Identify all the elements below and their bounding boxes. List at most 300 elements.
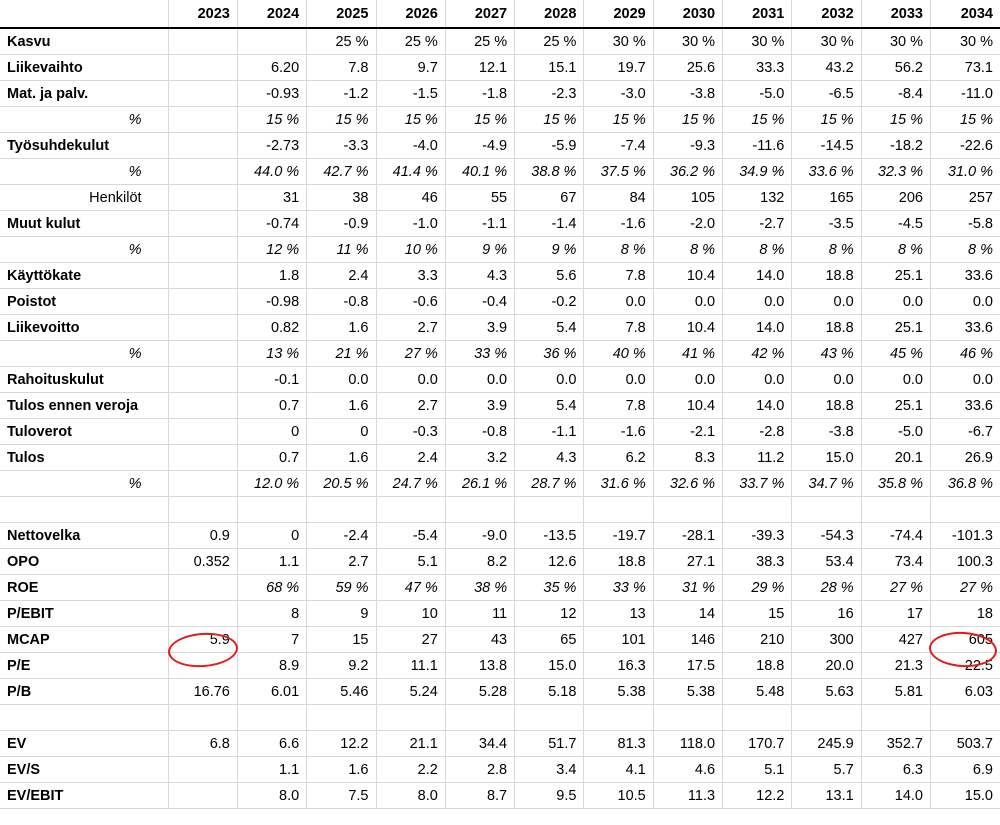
cell-2026 <box>376 705 445 731</box>
header-year-2029: 2029 <box>584 0 653 28</box>
row-label: Poistot <box>0 289 168 315</box>
row-label: Tulos ennen veroja <box>0 393 168 419</box>
cell-2034: 22.5 <box>931 653 1000 679</box>
cell-2025: 0.0 <box>307 367 376 393</box>
cell-2023 <box>168 185 237 211</box>
cell-2026: 21.1 <box>376 731 445 757</box>
cell-2031: 5.48 <box>723 679 792 705</box>
cell-2033 <box>861 497 930 523</box>
cell-2024: 6.01 <box>237 679 306 705</box>
row-label: Nettovelka <box>0 523 168 549</box>
cell-2024: 68 % <box>237 575 306 601</box>
cell-2032: 34.7 % <box>792 471 861 497</box>
cell-2023: 16.76 <box>168 679 237 705</box>
cell-2024: 0.7 <box>237 393 306 419</box>
cell-2033: -8.4 <box>861 81 930 107</box>
cell-2025: 11 % <box>307 237 376 263</box>
table-row-tulos-ennen-veroja <box>0 393 1000 419</box>
cell-2023 <box>168 419 237 445</box>
cell-2026 <box>376 497 445 523</box>
cell-2025: 9.2 <box>307 653 376 679</box>
cell-2034: 257 <box>931 185 1000 211</box>
cell-2033: 32.3 % <box>861 159 930 185</box>
cell-2027: -1.1 <box>445 211 514 237</box>
cell-2026: 15 % <box>376 107 445 133</box>
cell-2025: 2.4 <box>307 263 376 289</box>
table-row-poistot <box>0 289 1000 315</box>
cell-2029: -7.4 <box>584 133 653 159</box>
cell-2025: 1.6 <box>307 445 376 471</box>
cell-2026: 24.7 % <box>376 471 445 497</box>
cell-2030: 15 % <box>653 107 722 133</box>
cell-2025: 15 % <box>307 107 376 133</box>
cell-2033: -4.5 <box>861 211 930 237</box>
cell-2026: 9.7 <box>376 55 445 81</box>
cell-2028: 15.0 <box>515 653 584 679</box>
cell-2032: 53.4 <box>792 549 861 575</box>
cell-2033: 20.1 <box>861 445 930 471</box>
cell-2034: 15.0 <box>931 783 1000 809</box>
cell-2027: 55 <box>445 185 514 211</box>
cell-2029: 7.8 <box>584 393 653 419</box>
cell-2030: -2.0 <box>653 211 722 237</box>
cell-2023 <box>168 341 237 367</box>
table-row-muut-kulut <box>0 211 1000 237</box>
cell-2033: 0.0 <box>861 367 930 393</box>
cell-2024: 7 <box>237 627 306 653</box>
cell-2029: -19.7 <box>584 523 653 549</box>
cell-2023 <box>168 81 237 107</box>
cell-2028: 15 % <box>515 107 584 133</box>
cell-2028: 65 <box>515 627 584 653</box>
cell-2025: 1.6 <box>307 315 376 341</box>
cell-2025: 2.7 <box>307 549 376 575</box>
table-row- <box>0 159 1000 185</box>
cell-2028: 38.8 % <box>515 159 584 185</box>
cell-2029: 18.8 <box>584 549 653 575</box>
table-row-p-ebit <box>0 601 1000 627</box>
row-label: EV/EBIT <box>0 783 168 809</box>
cell-2030: 0.0 <box>653 367 722 393</box>
cell-2031 <box>723 497 792 523</box>
cell-2033: 25.1 <box>861 393 930 419</box>
cell-2029: 40 % <box>584 341 653 367</box>
cell-2034: 33.6 <box>931 315 1000 341</box>
cell-2031: 15 % <box>723 107 792 133</box>
cell-2030: 4.6 <box>653 757 722 783</box>
cell-2032: 5.63 <box>792 679 861 705</box>
table-row- <box>0 341 1000 367</box>
cell-2027: 3.2 <box>445 445 514 471</box>
cell-2032: 30 % <box>792 28 861 55</box>
cell-2025: -0.9 <box>307 211 376 237</box>
cell-2030: -28.1 <box>653 523 722 549</box>
row-label: % <box>0 159 168 185</box>
cell-2030: 31 % <box>653 575 722 601</box>
cell-2030 <box>653 705 722 731</box>
cell-2033: 45 % <box>861 341 930 367</box>
cell-2025: -1.2 <box>307 81 376 107</box>
cell-2031: 30 % <box>723 28 792 55</box>
row-label: % <box>0 107 168 133</box>
cell-2023 <box>168 367 237 393</box>
cell-2025 <box>307 497 376 523</box>
cell-2031: 42 % <box>723 341 792 367</box>
cell-2032: 43.2 <box>792 55 861 81</box>
cell-2024: 13 % <box>237 341 306 367</box>
cell-2028: 25 % <box>515 28 584 55</box>
cell-2028: -1.1 <box>515 419 584 445</box>
cell-2027: 38 % <box>445 575 514 601</box>
cell-2033: 35.8 % <box>861 471 930 497</box>
cell-2034: 6.9 <box>931 757 1000 783</box>
cell-2028: 67 <box>515 185 584 211</box>
cell-2029: 101 <box>584 627 653 653</box>
cell-2030: 8 % <box>653 237 722 263</box>
cell-2031: 33.7 % <box>723 471 792 497</box>
cell-2026: 5.24 <box>376 679 445 705</box>
table-row-liikevoitto <box>0 315 1000 341</box>
cell-2034: -5.8 <box>931 211 1000 237</box>
table-row-mat-ja-palv <box>0 81 1000 107</box>
header-year-2031: 2031 <box>723 0 792 28</box>
row-label: P/B <box>0 679 168 705</box>
row-label: Mat. ja palv. <box>0 81 168 107</box>
cell-2032: 20.0 <box>792 653 861 679</box>
cell-2024 <box>237 497 306 523</box>
cell-2033: 30 % <box>861 28 930 55</box>
cell-2023 <box>168 653 237 679</box>
cell-2028: 51.7 <box>515 731 584 757</box>
cell-2024: -0.98 <box>237 289 306 315</box>
cell-2025: 7.5 <box>307 783 376 809</box>
cell-2023 <box>168 133 237 159</box>
cell-2024: 31 <box>237 185 306 211</box>
cell-2029: 16.3 <box>584 653 653 679</box>
cell-2028: -13.5 <box>515 523 584 549</box>
cell-2034: 27 % <box>931 575 1000 601</box>
cell-2033: 5.81 <box>861 679 930 705</box>
cell-2033: 14.0 <box>861 783 930 809</box>
cell-2032: 15.0 <box>792 445 861 471</box>
cell-2024: 1.8 <box>237 263 306 289</box>
row-label: Liikevoitto <box>0 315 168 341</box>
row-label: P/EBIT <box>0 601 168 627</box>
header-year-2024: 2024 <box>237 0 306 28</box>
cell-2027: -0.8 <box>445 419 514 445</box>
cell-2031: 8 % <box>723 237 792 263</box>
cell-2030: 41 % <box>653 341 722 367</box>
table-row-ty-suhdekulut <box>0 133 1000 159</box>
cell-2031: 12.2 <box>723 783 792 809</box>
cell-2026: 25 % <box>376 28 445 55</box>
cell-2023 <box>168 497 237 523</box>
cell-2027: 12.1 <box>445 55 514 81</box>
cell-2029: 7.8 <box>584 315 653 341</box>
cell-2034: 0.0 <box>931 289 1000 315</box>
cell-2032 <box>792 497 861 523</box>
cell-2032: 5.7 <box>792 757 861 783</box>
cell-2032: 0.0 <box>792 289 861 315</box>
cell-2026: 47 % <box>376 575 445 601</box>
cell-2028 <box>515 497 584 523</box>
table-row-tuloverot <box>0 419 1000 445</box>
cell-2030: 36.2 % <box>653 159 722 185</box>
cell-2028: 12 <box>515 601 584 627</box>
table-row-ev-ebit <box>0 783 1000 809</box>
cell-2027: 2.8 <box>445 757 514 783</box>
cell-2025: 15 <box>307 627 376 653</box>
header-year-2023: 2023 <box>168 0 237 28</box>
cell-2032: 13.1 <box>792 783 861 809</box>
row-label: EV <box>0 731 168 757</box>
cell-2023 <box>168 575 237 601</box>
cell-2028: 35 % <box>515 575 584 601</box>
row-label: Tuloverot <box>0 419 168 445</box>
row-label: % <box>0 341 168 367</box>
cell-2027: 33 % <box>445 341 514 367</box>
cell-2028: 3.4 <box>515 757 584 783</box>
cell-2031: 15 <box>723 601 792 627</box>
cell-2033: -74.4 <box>861 523 930 549</box>
cell-2030: -2.1 <box>653 419 722 445</box>
cell-2028: 5.4 <box>515 315 584 341</box>
cell-2027: 25 % <box>445 28 514 55</box>
header-year-2027: 2027 <box>445 0 514 28</box>
cell-2026: -1.5 <box>376 81 445 107</box>
cell-2029: 84 <box>584 185 653 211</box>
cell-2034: 33.6 <box>931 263 1000 289</box>
table-row-mcap <box>0 627 1000 653</box>
header-year-2026: 2026 <box>376 0 445 28</box>
cell-2023 <box>168 159 237 185</box>
cell-2024: 0 <box>237 419 306 445</box>
cell-2034: 33.6 <box>931 393 1000 419</box>
cell-2025: 9 <box>307 601 376 627</box>
cell-2032: 300 <box>792 627 861 653</box>
table-row-liikevaihto <box>0 55 1000 81</box>
table-row-ev-s <box>0 757 1000 783</box>
cell-2030: 10.4 <box>653 393 722 419</box>
cell-2029: 4.1 <box>584 757 653 783</box>
cell-2024: 8.0 <box>237 783 306 809</box>
cell-2026: -4.0 <box>376 133 445 159</box>
header-year-2025: 2025 <box>307 0 376 28</box>
row-label: Henkilöt <box>0 185 168 211</box>
cell-2034 <box>931 705 1000 731</box>
cell-2026: -0.3 <box>376 419 445 445</box>
cell-2030: -3.8 <box>653 81 722 107</box>
cell-2030: 14 <box>653 601 722 627</box>
cell-2023: 0.352 <box>168 549 237 575</box>
row-label: MCAP <box>0 627 168 653</box>
table-row-blank <box>0 705 1000 731</box>
cell-2025: 1.6 <box>307 393 376 419</box>
cell-2026: 2.7 <box>376 315 445 341</box>
cell-2026: 3.3 <box>376 263 445 289</box>
cell-2034: 46 % <box>931 341 1000 367</box>
row-label: EV/S <box>0 757 168 783</box>
cell-2031: -2.7 <box>723 211 792 237</box>
cell-2031: 14.0 <box>723 315 792 341</box>
row-label: Muut kulut <box>0 211 168 237</box>
cell-2032: 165 <box>792 185 861 211</box>
cell-2025: 5.46 <box>307 679 376 705</box>
cell-2028: -5.9 <box>515 133 584 159</box>
cell-2030: 146 <box>653 627 722 653</box>
cell-2027: 8.7 <box>445 783 514 809</box>
table-row-nettovelka <box>0 523 1000 549</box>
cell-2031 <box>723 705 792 731</box>
cell-2029 <box>584 705 653 731</box>
cell-2023 <box>168 315 237 341</box>
cell-2023 <box>168 783 237 809</box>
cell-2030: 0.0 <box>653 289 722 315</box>
cell-2032: 18.8 <box>792 263 861 289</box>
cell-2024: 1.1 <box>237 549 306 575</box>
cell-2031: 29 % <box>723 575 792 601</box>
cell-2033: 56.2 <box>861 55 930 81</box>
cell-2023 <box>168 55 237 81</box>
cell-2027: 13.8 <box>445 653 514 679</box>
table-row-p-e <box>0 653 1000 679</box>
cell-2025: 59 % <box>307 575 376 601</box>
cell-2029: 6.2 <box>584 445 653 471</box>
cell-2026: 46 <box>376 185 445 211</box>
cell-2028: 9 % <box>515 237 584 263</box>
cell-2026: 8.0 <box>376 783 445 809</box>
header-year-2032: 2032 <box>792 0 861 28</box>
cell-2030: 10.4 <box>653 315 722 341</box>
cell-2034: 30 % <box>931 28 1000 55</box>
cell-2031: 34.9 % <box>723 159 792 185</box>
cell-2031: 0.0 <box>723 367 792 393</box>
cell-2028: -0.2 <box>515 289 584 315</box>
cell-2032: 0.0 <box>792 367 861 393</box>
cell-2031: -39.3 <box>723 523 792 549</box>
cell-2029: 7.8 <box>584 263 653 289</box>
cell-2029: 81.3 <box>584 731 653 757</box>
cell-2028: 12.6 <box>515 549 584 575</box>
cell-2029: -1.6 <box>584 211 653 237</box>
cell-2025: 42.7 % <box>307 159 376 185</box>
row-label: Kasvu <box>0 28 168 55</box>
cell-2026: 27 % <box>376 341 445 367</box>
cell-2027: -1.8 <box>445 81 514 107</box>
cell-2023: 0.9 <box>168 523 237 549</box>
cell-2024: 0.82 <box>237 315 306 341</box>
row-label: OPO <box>0 549 168 575</box>
cell-2031: 210 <box>723 627 792 653</box>
row-label: % <box>0 471 168 497</box>
cell-2031: 170.7 <box>723 731 792 757</box>
cell-2026: -1.0 <box>376 211 445 237</box>
cell-2023 <box>168 107 237 133</box>
cell-2034: -101.3 <box>931 523 1000 549</box>
cell-2034: 0.0 <box>931 367 1000 393</box>
cell-2024: 6.6 <box>237 731 306 757</box>
cell-2026: 11.1 <box>376 653 445 679</box>
cell-2027: 40.1 % <box>445 159 514 185</box>
cell-2033: 21.3 <box>861 653 930 679</box>
cell-2031: -5.0 <box>723 81 792 107</box>
row-label: Käyttökate <box>0 263 168 289</box>
cell-2031: 33.3 <box>723 55 792 81</box>
cell-2025: 38 <box>307 185 376 211</box>
cell-2026: 41.4 % <box>376 159 445 185</box>
cell-2029 <box>584 497 653 523</box>
cell-2034: 18 <box>931 601 1000 627</box>
cell-2025: -0.8 <box>307 289 376 315</box>
cell-2023: 6.8 <box>168 731 237 757</box>
cell-2028: 15.1 <box>515 55 584 81</box>
cell-2025: 7.8 <box>307 55 376 81</box>
cell-2031: 0.0 <box>723 289 792 315</box>
cell-2028: 9.5 <box>515 783 584 809</box>
cell-2028: 28.7 % <box>515 471 584 497</box>
cell-2023 <box>168 705 237 731</box>
cell-2024: 12 % <box>237 237 306 263</box>
cell-2027: -9.0 <box>445 523 514 549</box>
cell-2034: 8 % <box>931 237 1000 263</box>
cell-2024: -0.74 <box>237 211 306 237</box>
cell-2033: 25.1 <box>861 315 930 341</box>
cell-2030: 30 % <box>653 28 722 55</box>
cell-2033 <box>861 705 930 731</box>
cell-2029: 0.0 <box>584 367 653 393</box>
cell-2024: 0 <box>237 523 306 549</box>
header-year-2034: 2034 <box>931 0 1000 28</box>
table-row-kasvu <box>0 28 1000 55</box>
cell-2024 <box>237 28 306 55</box>
cell-2033: 0.0 <box>861 289 930 315</box>
cell-2024 <box>237 705 306 731</box>
cell-2027: 0.0 <box>445 367 514 393</box>
cell-2028: -1.4 <box>515 211 584 237</box>
cell-2032: 43 % <box>792 341 861 367</box>
cell-2026: 10 <box>376 601 445 627</box>
cell-2032: 18.8 <box>792 315 861 341</box>
cell-2025: -2.4 <box>307 523 376 549</box>
cell-2034: 6.03 <box>931 679 1000 705</box>
cell-2029: 37.5 % <box>584 159 653 185</box>
cell-2033: -18.2 <box>861 133 930 159</box>
cell-2034: 100.3 <box>931 549 1000 575</box>
cell-2026: -0.6 <box>376 289 445 315</box>
cell-2032: -6.5 <box>792 81 861 107</box>
cell-2033: 8 % <box>861 237 930 263</box>
cell-2032: 18.8 <box>792 393 861 419</box>
cell-2032: -54.3 <box>792 523 861 549</box>
cell-2031: 18.8 <box>723 653 792 679</box>
cell-2032: -3.5 <box>792 211 861 237</box>
cell-2029: 10.5 <box>584 783 653 809</box>
table-row-p-b <box>0 679 1000 705</box>
cell-2027: 43 <box>445 627 514 653</box>
cell-2031: -11.6 <box>723 133 792 159</box>
cell-2023: 5.9 <box>168 627 237 653</box>
cell-2032: 15 % <box>792 107 861 133</box>
table-row- <box>0 107 1000 133</box>
cell-2030: 27.1 <box>653 549 722 575</box>
row-label: Rahoituskulut <box>0 367 168 393</box>
cell-2027: 34.4 <box>445 731 514 757</box>
cell-2031: 5.1 <box>723 757 792 783</box>
cell-2030: 5.38 <box>653 679 722 705</box>
table-row-blank <box>0 497 1000 523</box>
table-row-roe <box>0 575 1000 601</box>
cell-2023 <box>168 393 237 419</box>
